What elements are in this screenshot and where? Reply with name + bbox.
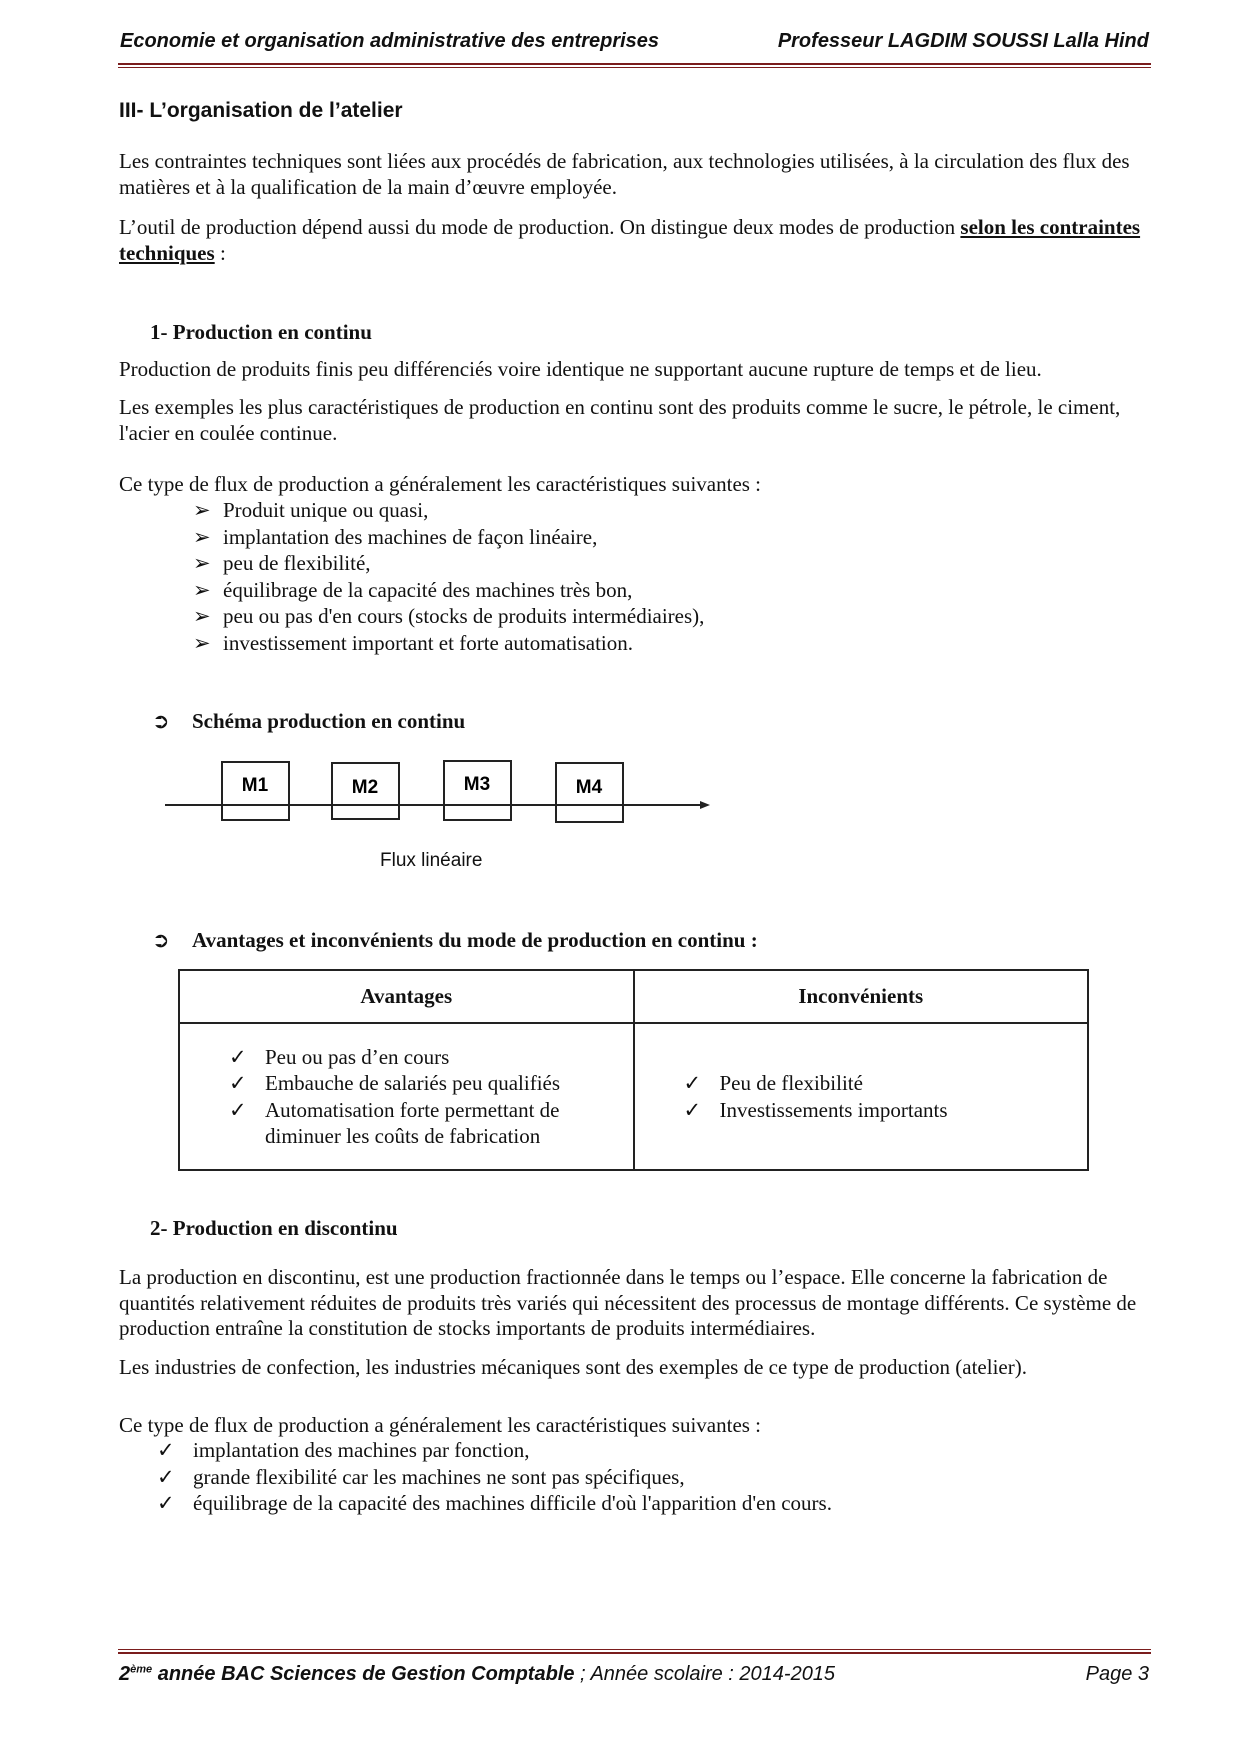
discontinu-paragraph-2: Les industries de confection, les industries mécaniques sont des exemples de ce type de production (atelier). (119, 1355, 1027, 1379)
machine-m2-label: M2 (351, 777, 379, 798)
footer-left: 2ème année BAC Sciences de Gestion Comptable ; Année scolaire : 2014-2015 (119, 1663, 836, 1685)
list-item: ✓ Peu ou pas d’en cours (229, 1044, 450, 1069)
continu-bullet-list (193, 497, 704, 656)
arrowhead-bullet-icon: ➢ (193, 551, 211, 575)
list-item: ➢ peu ou pas d'en cours (stocks de produits intermédiaires), (193, 604, 705, 628)
arrowhead-bullet-icon: ➢ (193, 498, 211, 522)
machine-m4-label: M4 (575, 777, 603, 798)
check-icon: ✓ (229, 1044, 247, 1069)
list-item: ✓ Investissements importants (683, 1097, 948, 1122)
continu-paragraph-2: Les exemples les plus caractéristiques de production en continu sont des produits comme le sucre, le pétrole, le ciment, l'acier en coulée continue. (119, 395, 1121, 445)
arrowhead-bullet-icon: ➢ (193, 577, 211, 602)
discontinu-intro: Ce type de flux de production a généralement les caractéristiques suivantes : (119, 1413, 762, 1437)
machine-m1 (222, 762, 289, 820)
continu-intro: Ce type de flux de production a généralement les caractéristiques suivantes : (119, 472, 762, 496)
machine-m2 (332, 763, 399, 819)
arrow-bullet-icon: ➲ (152, 709, 170, 733)
header-rule-bottom (118, 67, 1151, 68)
flux-arrowhead-icon (700, 801, 710, 809)
machine-m3-label: M3 (463, 774, 491, 795)
advantages-heading: ➲ Avantages et inconvénients du mode de production en continu : (152, 928, 758, 952)
column-header-avantages: Avantages (179, 970, 634, 1023)
list-item: ➢ investissement important et forte automatisation. (193, 630, 633, 655)
check-icon: ✓ (683, 1097, 702, 1122)
arrowhead-bullet-icon: ➢ (193, 604, 211, 628)
underlined-phrase: selon les contraintes techniques (119, 215, 1141, 265)
list-item: ✓ Automatisation forte permettant de diminuer les coûts de fabrication (229, 1097, 560, 1148)
list-item: ✓ implantation des machines par fonction, (157, 1438, 530, 1462)
advantages-table (178, 969, 1089, 1171)
footer-page-number: Page 3 (1085, 1663, 1149, 1685)
footer-rule-bottom (118, 1652, 1151, 1654)
header-right-author: Professeur LAGDIM SOUSSI Lalla Hind (777, 30, 1149, 52)
discontinu-bullet-list (157, 1437, 832, 1517)
table-header-row (179, 970, 1088, 1023)
intro-paragraph-1: Les contraintes techniques sont liées aux procédés de fabrication, aux technologies utilisées, à la circulation des flux des matières et à la qualification de la main d’œuvre employée. (119, 149, 1130, 199)
advantages-list (229, 1044, 569, 1150)
check-icon: ✓ (157, 1464, 175, 1489)
check-icon: ✓ (229, 1097, 247, 1122)
check-icon: ✓ (157, 1491, 175, 1515)
check-icon: ✓ (157, 1438, 175, 1462)
machine-m3 (444, 761, 511, 820)
footer-rule-top (118, 1649, 1151, 1650)
flux-label: Flux linéaire (380, 850, 483, 871)
footer-year: Année scolaire : 2014-2015 (590, 1663, 836, 1685)
header-left-title: Economie et organisation administrative des entreprises (120, 30, 660, 52)
advantages-cell (179, 1023, 634, 1170)
check-icon: ✓ (229, 1071, 247, 1095)
section-title: III- L’organisation de l’atelier (119, 99, 403, 122)
column-header-inconvenients: Inconvénients (634, 970, 1089, 1023)
discontinu-paragraph-1: La production en discontinu, est une production fractionnée dans le temps ou l’espace. Elle concerne la fabrication de quantités relativement réduites de produits très variés qui nécessitent des processus de montage différents. Ce système de production entraîne la constitution de stocks importants de produits intermédiaires. (119, 1265, 1137, 1340)
machine-m4 (556, 763, 623, 822)
list-item: ✓ Peu de flexibilité (683, 1071, 863, 1095)
check-icon: ✓ (683, 1071, 702, 1095)
machine-m1-label: M1 (241, 775, 269, 796)
list-item: ➢ Produit unique ou quasi, (193, 498, 429, 522)
arrowhead-bullet-icon: ➢ (193, 630, 211, 655)
table-row (179, 1023, 1088, 1170)
heading-production-continu: 1- Production en continu (150, 320, 372, 344)
list-item: ✓ grande flexibilité car les machines ne sont pas spécifiques, (157, 1464, 685, 1489)
arrowhead-bullet-icon: ➢ (193, 524, 211, 549)
list-item: ➢ peu de flexibilité, (193, 551, 371, 575)
schema-heading: ➲ Schéma production en continu (152, 709, 466, 733)
intro-paragraph-2: L’outil de production dépend aussi du mode de production. On distingue deux modes de production selon les contraintes techniques : (119, 215, 1141, 265)
heading-production-discontinu: 2- Production en discontinu (150, 1216, 398, 1240)
list-item: ➢ implantation des machines de façon linéaire, (193, 524, 598, 549)
list-item: ✓ Embauche de salariés peu qualifiés (229, 1071, 561, 1095)
list-item: ➢ équilibrage de la capacité des machines très bon, (193, 577, 633, 602)
disadvantages-cell (634, 1023, 1089, 1170)
list-item: ✓ équilibrage de la capacité des machines difficile d'où l'apparition d'en cours. (157, 1491, 832, 1515)
header-rule-top (118, 63, 1151, 65)
continu-paragraph-1: Production de produits finis peu différenciés voire identique ne supportant aucune rupture de temps et de lieu. (119, 357, 1042, 381)
disadvantages-list (684, 1070, 1087, 1123)
arrow-bullet-icon: ➲ (152, 928, 170, 952)
